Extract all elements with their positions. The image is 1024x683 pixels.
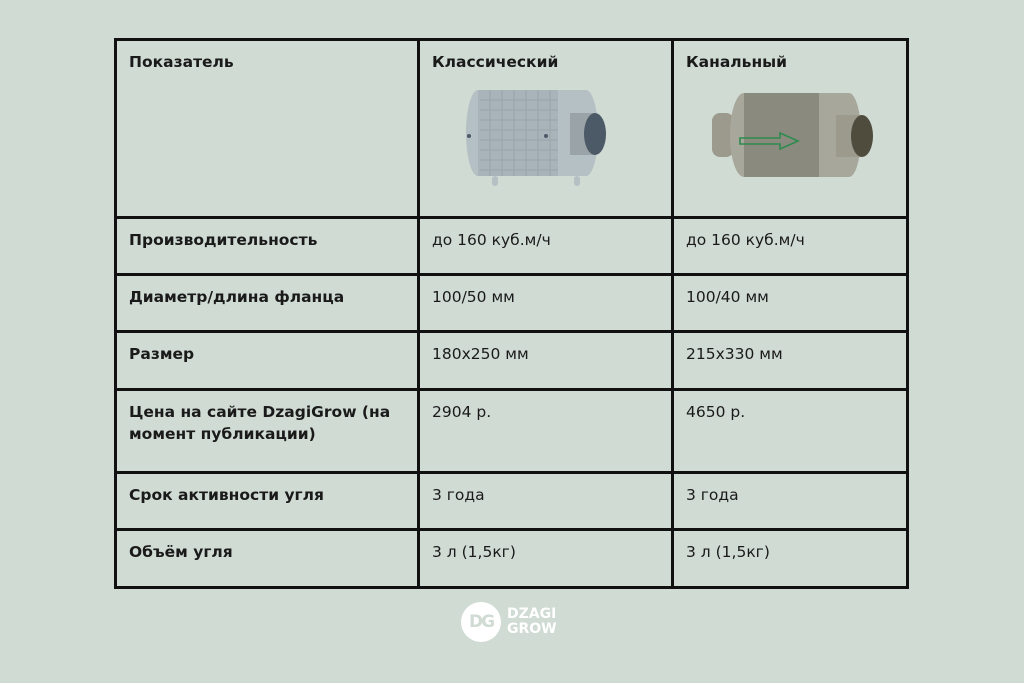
row-duct-value: 215x330 мм: [686, 345, 783, 363]
table-row: [117, 273, 906, 330]
row-duct-value: 100/40 мм: [686, 288, 769, 306]
header-duct-label: Канальный: [686, 53, 788, 71]
row-classic-value: до 160 куб.м/ч: [420, 219, 674, 273]
table-row: [117, 388, 906, 471]
header-indicator: Показатель: [117, 41, 420, 216]
row-label: Диаметр/длина фланца: [117, 276, 420, 330]
header-duct: [674, 41, 906, 216]
duct-filter-image: [674, 85, 906, 205]
header-classic-label: Классический: [432, 53, 559, 71]
row-duct-value: до 160 куб.м/ч: [686, 231, 805, 249]
logo-mark-icon: DG: [461, 602, 501, 642]
row-duct-value: 3 л (1,5кг): [686, 543, 770, 561]
table-row: [117, 216, 906, 273]
row-label: Цена на сайте DzagiGrow (на момент публикации): [117, 391, 420, 471]
row-classic-value: 100/50 мм: [420, 276, 674, 330]
classic-filter-image: [420, 85, 671, 205]
row-duct-value: 4650 р.: [686, 403, 746, 421]
logo-line2: GROW: [507, 621, 557, 637]
logo-wordmark: [507, 607, 557, 637]
logo-line1: DZAGI: [507, 606, 557, 622]
dzagigrow-logo: [461, 599, 571, 645]
table-row: [117, 471, 906, 528]
row-label: Размер: [117, 333, 420, 388]
row-label: Срок активности угля: [117, 474, 420, 528]
row-classic-value: 2904 р.: [420, 391, 674, 471]
row-classic-value: 3 года: [420, 474, 674, 528]
row-classic-value: 3 л (1,5кг): [420, 531, 674, 586]
row-classic-value: 180x250 мм: [420, 333, 674, 388]
header-row: [117, 41, 906, 216]
table-row: [117, 330, 906, 388]
table-row: [117, 528, 906, 586]
comparison-table: [114, 38, 909, 589]
row-label: Объём угля: [117, 531, 420, 586]
row-duct-value: 3 года: [686, 486, 739, 504]
header-classic: [420, 41, 674, 216]
row-label: Производительность: [117, 219, 420, 273]
